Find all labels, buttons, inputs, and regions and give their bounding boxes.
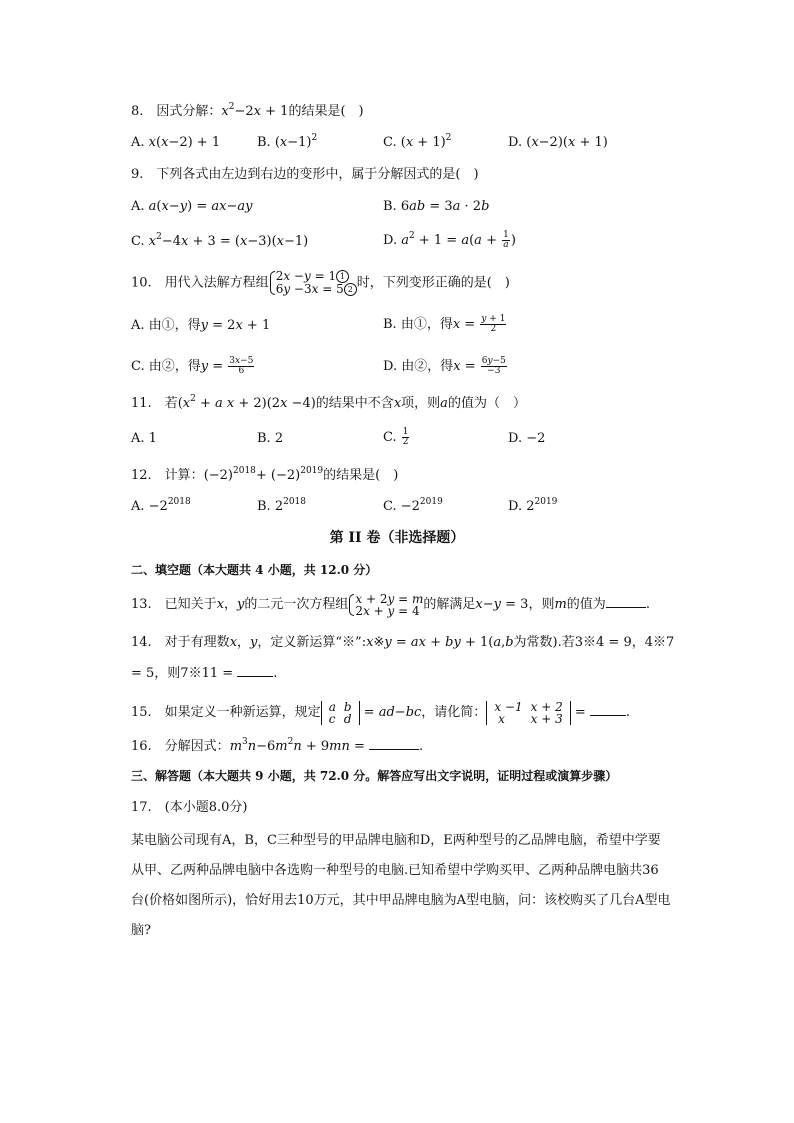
q11-option-d[interactable]: D. −2 [508, 431, 546, 446]
q10-option-d[interactable]: D. 由②，得x = $\frac{6y-5}{-3}$ [383, 356, 506, 376]
q9-option-c[interactable]: C. $x^2-4x + 3 = (x-3)(x-1)$ [131, 232, 309, 249]
q17-body: 某电脑公司现有A，B，C三种型号的甲品牌电脑和D，E两种型号的乙品牌电脑，希望中学要从甲、乙两种品牌电脑中各选购一种型号的电脑.已知希望中学购买甲、乙两种品牌电脑共36台(价格如图所示)，恰好用去10万元，其中甲品牌电脑为A型电脑，问：该校购买了几台A型电脑? [131, 833, 671, 938]
q14-line2: = 5，则7※11 = . [131, 666, 278, 681]
q12-stem: 12. 计算：$(-2)^{2018}+ (-2)^{2019}$的结果是( ) [131, 466, 399, 483]
part2-title: 第 II 卷（非选择题） [329, 530, 465, 546]
q15-stem: 15. 如果定义一种新运算，规定 a b c d = ad−bc，请化简： x −1 x + 2 x x + 3 = . [131, 699, 631, 726]
answer-blank[interactable] [369, 737, 419, 750]
q11-option-c[interactable]: C. $\frac{1}{2}$ [383, 427, 409, 447]
q12-option-b[interactable]: B. $2^{2018}$ [257, 497, 306, 514]
q9-option-d[interactable]: D. $a^2 + 1 = a(a$ + $\frac{1}{a}$ ) [383, 230, 516, 250]
equation-system: x + 2y = m 2x + y = 4 [348, 593, 423, 617]
q12-option-c[interactable]: C. $-2^{2019}$ [383, 497, 443, 514]
q13-stem: 13. 已知关于x，y的二元一次方程组 x + 2y = m 2x + y = 4 的解满足x−y = 3，则m的值为 . [131, 591, 650, 618]
q8-stem: 8. 因式分解：$x^2-2x + 1$的结果是( ) [131, 102, 364, 119]
q11-option-a[interactable]: A. 1 [131, 431, 157, 446]
q8-option-a[interactable]: A. x(x−2) + 1 [131, 135, 221, 150]
q10-option-c[interactable]: C. 由②，得y = $\frac{3x-5}{6}$ [131, 356, 254, 376]
answer-blank[interactable] [606, 595, 646, 608]
answer-blank[interactable] [237, 664, 273, 677]
q8-option-b[interactable]: B. $(x-1)^2$ [257, 133, 318, 150]
q12-option-d[interactable]: D. $2^{2019}$ [508, 497, 558, 514]
q10-option-a[interactable]: A. 由①，得y = 2x + 1 [131, 318, 271, 333]
q14-line1: 14. 对于有理数x，y，定义新运算“※”:x※y = ax + by + 1(a,b为常数).若3※4 = 9，4※7 [131, 635, 675, 650]
answer-blank[interactable] [590, 703, 626, 716]
q11-stem: 11. 若($x^2 + a$ x + 2)(2x −4)的结果中不含x项，则a的值为（ ） [131, 394, 526, 411]
q11-option-b[interactable]: B. 2 [257, 431, 284, 446]
section2-heading: 二、填空题（本大题共 4 小题，共 12.0 分） [131, 563, 378, 577]
q10-option-b[interactable]: B. 由①，得x = $\frac{y + 1}{2}$ [383, 314, 506, 334]
q9-option-b[interactable]: B. 6ab = 3a · 2b [383, 199, 490, 214]
equation-system: 2x −y = 1 1 6y −3x = 5 2 [269, 270, 357, 296]
q8-option-d[interactable]: D. (x−2)(x + 1) [508, 135, 608, 150]
q8-option-c[interactable]: C. $(x + 1)^2$ [383, 133, 452, 150]
determinant: a b c d [321, 701, 360, 725]
q17-heading: 17. (本小题8.0分) [131, 800, 248, 815]
determinant: x −1 x + 2 x x + 3 [486, 701, 570, 725]
section3-heading: 三、解答题（本大题共 9 小题，共 72.0 分。解答应写出文字说明，证明过程或演算步骤） [131, 769, 618, 783]
q9-stem: 9. 下列各式由左边到右边的变形中，属于分解因式的是( ) [131, 167, 479, 182]
q10-stem: 10. 用代入法解方程组 2x −y = 1 1 6y −3x = 5 2 时，下列变形正确的是( ) [131, 269, 510, 296]
q12-option-a[interactable]: A. $-2^{2018}$ [131, 497, 191, 514]
q9-option-a[interactable]: A. a(x−y) = ax−ay [131, 199, 253, 214]
q16-stem: 16. 分解因式：$m^3n-6m^2n + 9mn$ = . [131, 737, 424, 754]
